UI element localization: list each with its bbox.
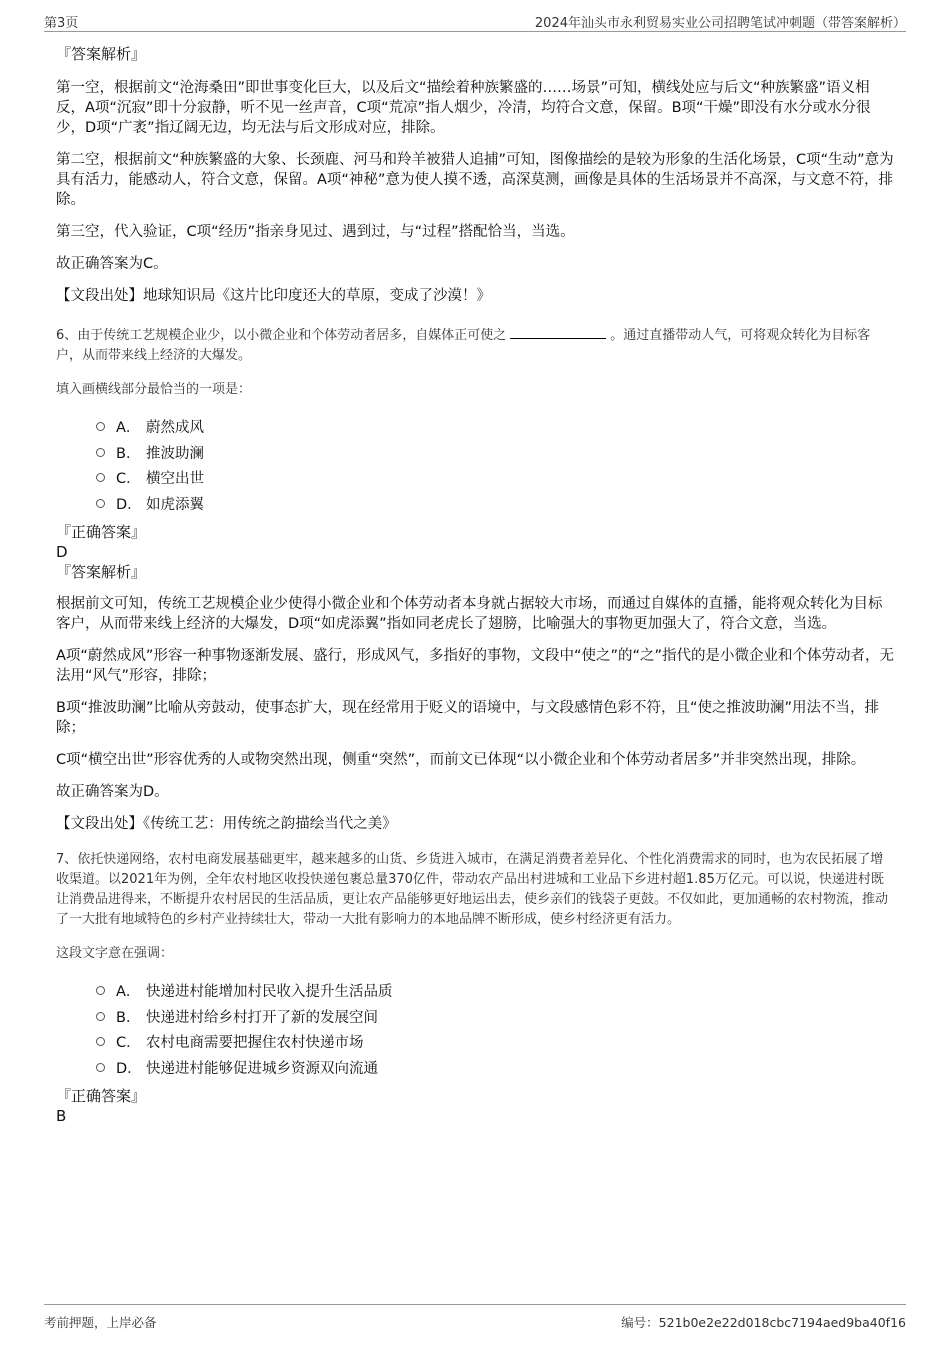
page-footer	[44, 1304, 906, 1331]
question-7-options	[96, 978, 894, 1080]
correct-answer-label: 『正确答案』	[56, 1087, 147, 1105]
source-citation: 【文段出处】地球知识局《这片比印度还大的草原，变成了沙漠！》	[56, 288, 491, 304]
correct-answer: D	[56, 543, 68, 561]
page-content	[56, 38, 894, 1126]
question-6-prompt: 填入画横线部分最恰当的一项是：	[56, 382, 252, 397]
page-header	[44, 0, 906, 32]
radio-icon[interactable]	[96, 1063, 105, 1072]
analysis-paragraph: B项“推波助澜”比喻从旁鼓动，使事态扩大，现在经常用于贬义的语境中，与文段感情色彩不符，且“使之推波助澜”用法不当，排除；	[56, 700, 879, 736]
answer-conclusion: 故正确答案为D。	[56, 784, 169, 800]
analysis-paragraph: A项“蔚然成风”形容一种事物逐渐发展、盛行，形成风气，多指好的事物，文段中“使之”的“之”指代的是小微企业和个体劳动者，无法用“风气”形容，排除；	[56, 648, 894, 684]
option-d[interactable]: D． 如虎添翼	[96, 491, 894, 517]
correct-answer-label: 『正确答案』	[56, 523, 147, 541]
correct-answer: B	[56, 1107, 67, 1125]
option-b[interactable]: B． 推波助澜	[96, 440, 894, 466]
question-6-stem: 6、由于传统工艺规模企业少，以小微企业和个体劳动者居多，自媒体正可使之 。通过直播带动人气，可将观众转化为目标客户，从而带来线上经济的大爆发。	[56, 328, 871, 363]
analysis-paragraph: 第一空，根据前文“沧海桑田”即世事变化巨大，以及后文“描绘着种族繁盛的……场景”可知，横线处应与后文“种族繁盛”语义相反，A项“沉寂”即十分寂静，听不见一丝声音，C项“荒凉”指人烟少，冷清，均符合文意，保留。B项“干燥”即没有水分或水分很少，D项“广袤”指辽阔无边，均无法与后文形成对应，排除。	[56, 80, 871, 136]
question-7-stem: 7、依托快递网络，农村电商发展基础更牢，越来越多的山货、乡货进入城市，在满足消费者差异化、个性化消费需求的同时，也为农民拓展了增收渠道。以2021年为例，全年农村地区收投快递包裹总量370亿件，带动农产品出村进城和工业品下乡进村超1.85万亿元。可以说，快递进村既让消费品进得来，不断提升农村居民的生活品质，更让农产品能够更好地运出去，使乡亲们的钱袋子更鼓。不仅如此，更加通畅的农村物流，推动了一大批有地域特色的乡村产业持续壮大，带动一大批有影响力的本地品牌不断形成，使乡村经济更有活力。	[56, 852, 889, 927]
analysis-paragraph: 第二空，根据前文“种族繁盛的大象、长颈鹿、河马和羚羊被猎人追捕”可知，图像描绘的是较为形象的生活化场景，C项“生动”意为具有活力，能感动人，符合文意，保留。A项“神秘”意为使人摸不透，高深莫测，画像是具体的生活场景并不高深，与文意不符，排除。	[56, 152, 894, 208]
question-7-prompt: 这段文字意在强调：	[56, 946, 174, 961]
option-b[interactable]: B． 快递进村给乡村打开了新的发展空间	[96, 1004, 894, 1030]
option-a[interactable]: A． 快递进村能增加村民收入提升生活品质	[96, 978, 894, 1004]
radio-icon[interactable]	[96, 499, 105, 508]
footer-slogan: 考前押题，上岸必备	[44, 1315, 157, 1330]
analysis-paragraph: C项“横空出世”形容优秀的人或物突然出现，侧重“突然”，而前文已体现“以小微企业和个体劳动者居多”并非突然出现，排除。	[56, 752, 866, 768]
option-c[interactable]: C． 横空出世	[96, 465, 894, 491]
radio-icon[interactable]	[96, 1037, 105, 1046]
source-citation: 【文段出处】《传统工艺：用传统之韵描绘当代之美》	[56, 816, 397, 832]
document-title: 2024年汕头市永利贸易实业公司招聘笔试冲刺题（带答案解析）	[534, 16, 906, 31]
option-c[interactable]: C． 农村电商需要把握住农村快递市场	[96, 1029, 894, 1055]
analysis-label: 『答案解析』	[56, 563, 147, 581]
page-number: 第3页	[44, 16, 79, 31]
option-a[interactable]: A． 蔚然成风	[96, 414, 894, 440]
radio-icon[interactable]	[96, 422, 105, 431]
radio-icon[interactable]	[96, 473, 105, 482]
answer-conclusion: 故正确答案为C。	[56, 256, 168, 272]
analysis-label: 『答案解析』	[56, 45, 147, 63]
radio-icon[interactable]	[96, 448, 105, 457]
analysis-paragraph: 第三空，代入验证，C项“经历”指亲身见过、遇到过，与“过程”搭配恰当，当选。	[56, 224, 575, 240]
document-id: 编号：521b0e2e22d018cbc7194aed9ba40f16	[621, 1315, 906, 1330]
radio-icon[interactable]	[96, 1012, 105, 1021]
radio-icon[interactable]	[96, 986, 105, 995]
analysis-paragraph: 根据前文可知，传统工艺规模企业少使得小微企业和个体劳动者本身就占据较大市场，而通过自媒体的直播，能将观众转化为目标客户，从而带来线上经济的大爆发，D项“如虎添翼”指如同老虎长了翅膀，比喻强大的事物更加强大了，符合文意，当选。	[56, 596, 883, 632]
fill-blank	[510, 338, 606, 339]
option-d[interactable]: D． 快递进村能够促进城乡资源双向流通	[96, 1055, 894, 1081]
question-6-options	[96, 414, 894, 516]
